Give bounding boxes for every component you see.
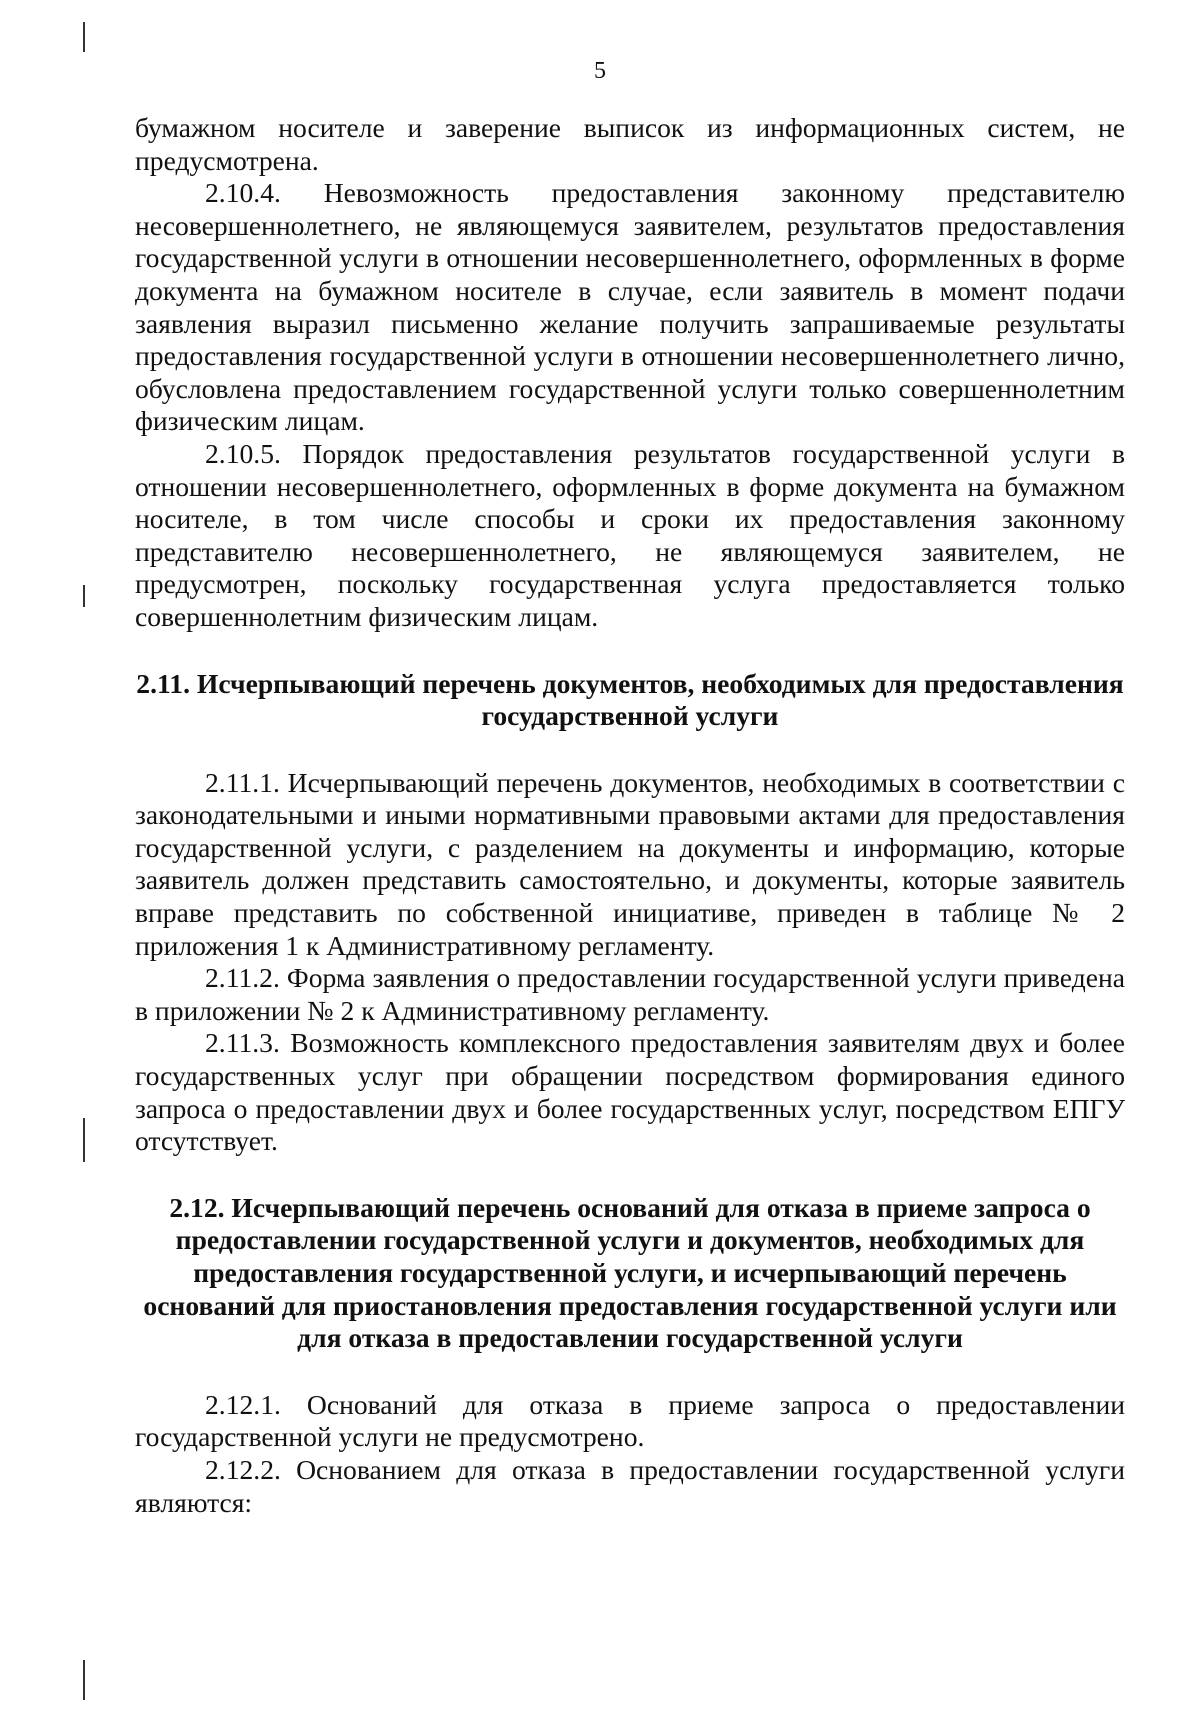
section-heading-2-11: 2.11. Исчерпывающий перечень документов, необходимых для предоставления государственной услуги [136, 667, 1124, 732]
scan-margin-mark [83, 585, 85, 607]
section-heading-2-12: 2.12. Исчерпывающий перечень оснований для отказа в приеме запроса о предоставлении государственной услуги и документов, необходимых для предоставления государственной услуги, и исчерпывающий перечень оснований для приостановления предоставления государственной услуги или для отказа в предоставлении государственной услуги [143, 1191, 1117, 1354]
paragraph-2-11-3: 2.11.3. Возможность комплексного предоставления заявителям двух и более государственных услуг при обращении посредством формирования единого запроса о предоставлении двух и более государственных услуг, посредством ЕПГУ отсутствует. [135, 1027, 1125, 1157]
page-number: 5 [594, 58, 606, 84]
paragraph-2-11-2: 2.11.2. Форма заявления о предоставлении государственной услуги приведена в приложении № 2 к Административному регламенту. [135, 962, 1125, 1026]
document-body [135, 112, 1125, 1519]
paragraph-continuation: бумажном носителе и заверение выписок из информационных систем, не предусмотрена. [135, 112, 1125, 176]
paragraph-2-11-1: 2.11.1. Исчерпывающий перечень документов, необходимых в соответствии с законодательными и иными нормативными правовыми актами для предоставления государственной услуги, с разделением на документы и информацию, которые заявитель должен представить самостоятельно, и документы, которые заявитель вправе представить по собственной инициативе, приведен в таблице № 2 приложения 1 к Административному регламенту. [135, 766, 1125, 961]
paragraph-2-10-4: 2.10.4. Невозможность предоставления законному представителю несовершеннолетнего, не являющемуся заявителем, результатов предоставления государственной услуги в отношении несовершеннолетнего, оформленных в форме документа на бумажном носителе в случае, если заявитель в момент подачи заявления выразил письменно желание получить запрашиваемые результаты предоставления государственной услуги в отношении несовершеннолетнего лично, обусловлена предоставлением государственной услуги только совершеннолетним физическим лицам. [135, 177, 1125, 437]
scan-margin-mark [83, 22, 85, 52]
paragraph-2-10-5: 2.10.5. Порядок предоставления результатов государственной услуги в отношении несовершеннолетнего, оформленных в форме документа на бумажном носителе, в том числе способы и сроки их предоставления законному представителю несовершеннолетнего, не являющемуся заявителем, не предусмотрен, поскольку государственная услуга предоставляется только совершеннолетним физическим лицам. [135, 437, 1125, 632]
scan-margin-mark [83, 1118, 85, 1162]
scan-margin-mark [83, 1660, 85, 1700]
paragraph-2-12-2: 2.12.2. Основанием для отказа в предоставлении государственной услуги являются: [135, 1453, 1125, 1518]
paragraph-2-12-1: 2.12.1. Оснований для отказа в приеме запроса о предоставлении государственной услуги не предусмотрено. [135, 1388, 1125, 1453]
